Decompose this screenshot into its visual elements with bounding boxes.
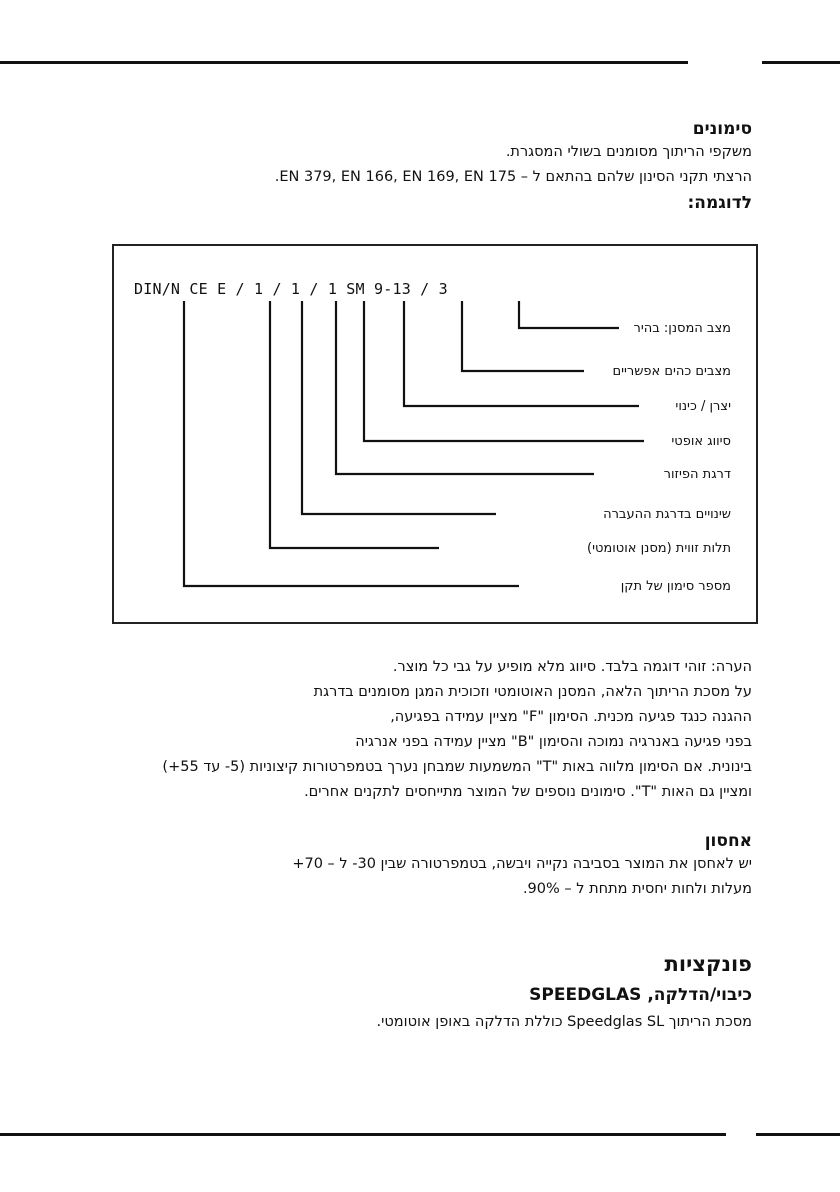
markings-line-2: הרצתי תקני הסינון שלהם בהתאם ל – EN 379, EN 166, EN 169, EN 175.: [274, 169, 752, 185]
leader-dark-shades: [462, 301, 584, 371]
storage-line-2: מעלות ולחות יחסית מתחת ל – 90%.: [522, 881, 752, 897]
marking-code: DIN/N CE E / 1 / 1 / 1 SM 9-13 / 3: [134, 280, 448, 298]
notes-line-5: בינונית. אם הסימון מלווה באות "T" המשמעות שמבחן נערך בטמפרטורות קיצוניות (5- עד 55+): [162, 759, 752, 775]
leader-filter-light: [519, 301, 619, 328]
markings-line-1: משקפי הריתוך מסומנים בשולי המסגרת.: [505, 144, 752, 160]
notes-section: [100, 655, 752, 805]
notes-line-3: ההגנה כנגד פגיעה מכנית. הסימון "F" מציין עמידה בפגיעה,: [390, 709, 752, 725]
label-manufacturer: יצרן / כינוי: [675, 399, 731, 414]
marking-example-diagram: [112, 244, 758, 624]
label-angle-dependence: תלות זווית (מסנן אוטומטי): [587, 541, 731, 556]
storage-section: [100, 830, 752, 902]
label-dark-shades: מצבים כהים אפשריים: [612, 364, 731, 379]
functions-title: פונקציות: [664, 952, 752, 976]
notes-line-2: על מסכת הריתוך הלאה, המסנן האוטומטי וזכוכית המגן מסומנים בדרגת: [313, 684, 752, 700]
leader-angle-dependence: [270, 301, 439, 548]
example-title: לדוגמה:: [687, 193, 752, 213]
top-rule-right: [762, 61, 840, 64]
leader-manufacturer: [404, 301, 639, 406]
functions-section: [100, 950, 752, 1035]
functions-subtitle: כיבוי/הדלקה, SPEEDGLAS: [529, 985, 752, 1005]
label-optical-class: סיווג אופטי: [671, 434, 731, 449]
functions-line-1: מסכת הריתוך Speedglas SL כוללת הדלקה באופן אוטומטי.: [376, 1014, 752, 1030]
label-filter-light: מצב המסנן: בהיר: [633, 321, 731, 336]
leader-standard: [184, 301, 519, 586]
notes-line-1: הערה: זוהי דוגמה בלבד. סיווג מלא מופיע על גבי כל מוצר.: [392, 659, 752, 675]
storage-title: אחסון: [704, 831, 752, 851]
markings-section: [100, 118, 752, 214]
leader-transmittance: [302, 301, 496, 514]
bottom-rule-main: [0, 1133, 726, 1136]
notes-line-6: ומציין גם האות "T". סימונים נוספים של המוצר מתייחסים לתקנים אחרים.: [304, 784, 752, 800]
bottom-rule-right: [756, 1133, 840, 1136]
label-diffusion: דרגת הפיזור: [663, 467, 731, 482]
marking-diagram-svg: [114, 246, 758, 624]
markings-title: סימונים: [692, 119, 752, 139]
top-rule-main: [0, 61, 688, 64]
label-transmittance: שינויים בדרגת ההעברה: [603, 507, 731, 522]
storage-line-1: יש לאחסן את המוצר בסביבה נקייה ויבשה, בטמפרטורה שבין 30- ל – 70+: [292, 856, 752, 872]
label-standard: מספר סימון של תקן: [620, 579, 731, 594]
notes-line-4: בפני פגיעה באנרגיה נמוכה והסימון "B" מציין עמידה בפני אנרגיה: [355, 734, 752, 750]
